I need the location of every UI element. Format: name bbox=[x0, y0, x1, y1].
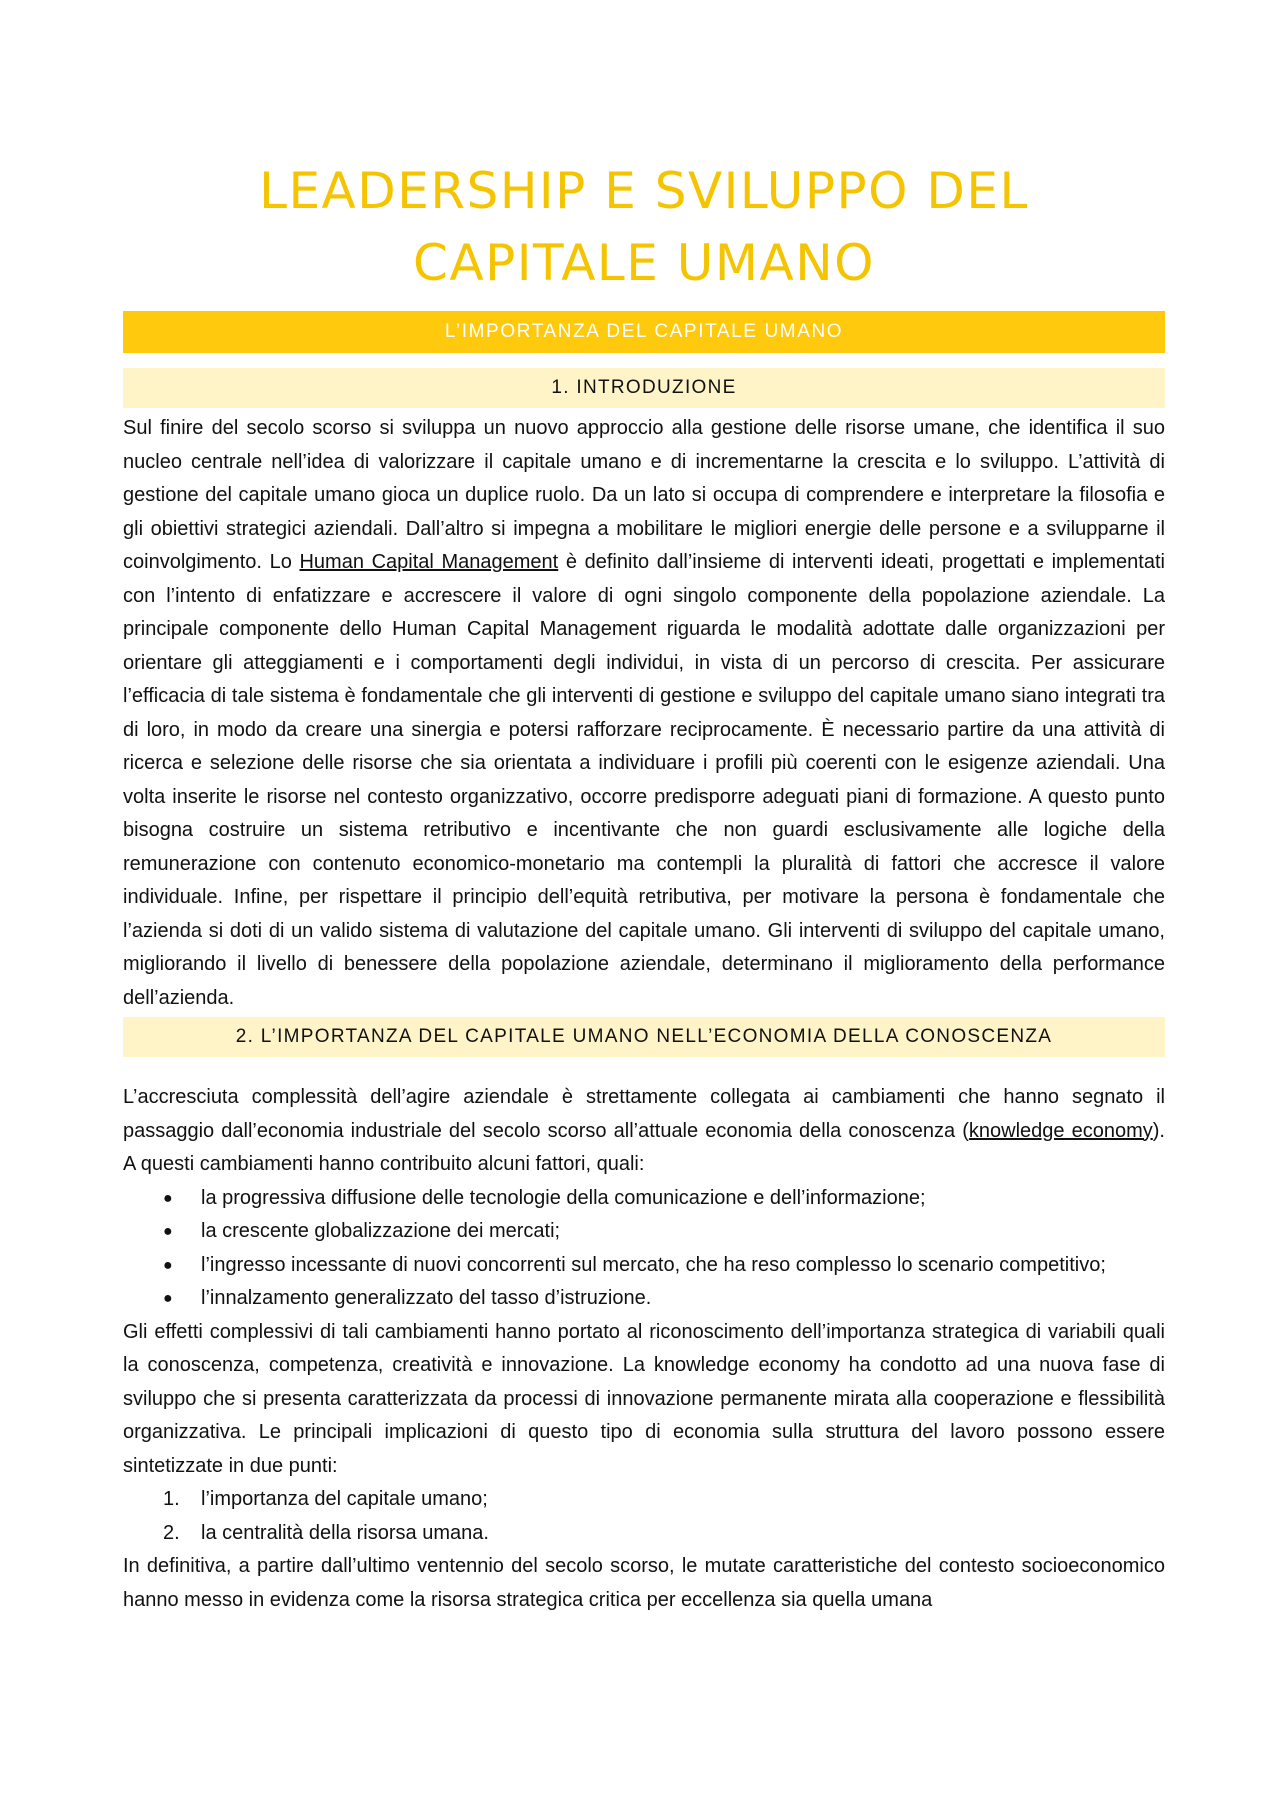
section-2-text-b: ). A questi cambiamenti hanno contribuito alcuni fattori, quali: bbox=[123, 1119, 1165, 1175]
document-page bbox=[123, 0, 1165, 1617]
list-item-text: la progressiva diffusione delle tecnologie della comunicazione e dell’informazione; bbox=[201, 1186, 926, 1209]
list-item bbox=[123, 1182, 1165, 1216]
factors-bullet-list bbox=[123, 1182, 1165, 1316]
knowledge-economy-link[interactable]: knowledge economy bbox=[968, 1119, 1153, 1142]
list-number: 1. bbox=[163, 1488, 180, 1510]
document-title bbox=[123, 0, 1165, 299]
list-item-text: la centralità della risorsa umana. bbox=[201, 1521, 489, 1544]
title-line-1: LEADERSHIP E SVILUPPO DEL bbox=[259, 162, 1029, 220]
section-2-heading: 2. L’IMPORTANZA DEL CAPITALE UMANO NELL’ECONOMIA DELLA CONOSCENZA bbox=[123, 1017, 1165, 1057]
list-item-text: la crescente globalizzazione dei mercati; bbox=[201, 1220, 561, 1242]
list-item-text: l’importanza del capitale umano; bbox=[201, 1488, 488, 1510]
list-item bbox=[123, 1517, 1165, 1551]
bullet-icon: ● bbox=[163, 1189, 173, 1207]
chapter-banner: L’IMPORTANZA DEL CAPITALE UMANO bbox=[123, 311, 1165, 353]
section-1-text-a: Sul finire del secolo scorso si sviluppa un nuovo approccio alla gestione delle risorse umane, che identifica il suo nucleo centrale nell’idea di valorizzare il capitale umano e di incrementarne la crescita e lo sviluppo. L’attività di gestione del capitale umano gioca un duplice ruolo. Da un lato si occupa di comprendere e interpretare la filosofia e gli obiettivi strategici aziendali. Dall’altro si impegna a mobilitare le migliori energie delle persone e a svilupparne il coinvolgimento. Lo bbox=[123, 417, 1165, 573]
section-2-text-a: L’accresciuta complessità dell’agire aziendale è strettamente collegata ai cambiamenti che hanno segnato il passaggio dall’economia industriale del secolo scorso all’attuale economia della conoscenza ( bbox=[123, 1086, 1165, 1142]
list-item bbox=[123, 1215, 1165, 1249]
list-item bbox=[123, 1249, 1165, 1283]
list-item bbox=[123, 1282, 1165, 1316]
list-item-text: l’ingresso incessante di nuovi concorrenti sul mercato, che ha reso complesso lo scenario competitivo; bbox=[201, 1253, 1106, 1276]
section-2-paragraph-2: Gli effetti complessivi di tali cambiamenti hanno portato al riconoscimento dell’importanza strategica di variabili quali la conoscenza, competenza, creatività e innovazione. La knowledge economy ha condotto ad una nuova fase di sviluppo che si presenta caratterizzata da processi di innovazione permanente mirata alla cooperazione e flessibilità organizzativa. Le principali implicazioni di questo tipo di economia sulla struttura del lavoro possono essere sintetizzate in due punti: bbox=[123, 1320, 1165, 1477]
section-2-paragraph-1 bbox=[123, 1081, 1165, 1182]
bullet-icon: ● bbox=[163, 1290, 173, 1307]
bullet-icon: ● bbox=[163, 1256, 173, 1274]
list-item bbox=[123, 1483, 1165, 1517]
title-line-2: CAPITALE UMANO bbox=[413, 234, 875, 292]
implications-numbered-list bbox=[123, 1483, 1165, 1550]
bullet-icon: ● bbox=[163, 1223, 173, 1240]
section-2-paragraph-3: In definitiva, a partire dall’ultimo ventennio del secolo scorso, le mutate caratteristiche del contesto socioeconomico hanno messo in evidenza come la risorsa strategica critica per eccellenza sia quella umana bbox=[123, 1555, 1165, 1611]
list-item-text: l’innalzamento generalizzato del tasso d’istruzione. bbox=[201, 1287, 652, 1309]
section-1-text-b: è definito dall’insieme di interventi ideati, progettati e implementati con l’intento di enfatizzare e accrescere il valore di ogni singolo componente della popolazione aziendale. La principale componente dello Human Capital Management riguarda le modalità adottate dalle organizzazioni per orientare gli atteggiamenti e i comportamenti degli individui, in vista di un percorso di crescita. Per assicurare l’efficacia di tale sistema è fondamentale che gli interventi di gestione e sviluppo del capitale umano siano integrati tra di loro, in modo da creare una sinergia e potersi rafforzare reciprocamente. È necessario partire da una attività di ricerca e selezione delle risorse che sia orientata a individuare i profili più coerenti con le esigenze aziendali. Una volta inserite le risorse nel contesto organizzativo, occorre predisporre adeguati piani di formazione. A questo punto bisogna costruire un sistema retributivo e incentivante che non guardi esclusivamente alle logiche della remunerazione con contenuto economico-monetario ma contempli la pluralità di fattori che accresce il valore individuale. Infine, per rispettare il principio dell’equità retributiva, per motivare la persona è fondamentale che l’azienda si doti di un valido sistema di valutazione del capitale umano. Gli interventi di sviluppo del capitale umano, migliorando il livello di benessere della popolazione aziendale, determinano il miglioramento della performance dell’azienda. bbox=[123, 551, 1165, 1009]
human-capital-management-link[interactable]: Human Capital Management bbox=[299, 551, 559, 573]
list-number: 2. bbox=[163, 1521, 180, 1544]
section-1-heading: 1. INTRODUZIONE bbox=[123, 368, 1165, 408]
section-1-paragraph bbox=[123, 412, 1165, 1015]
